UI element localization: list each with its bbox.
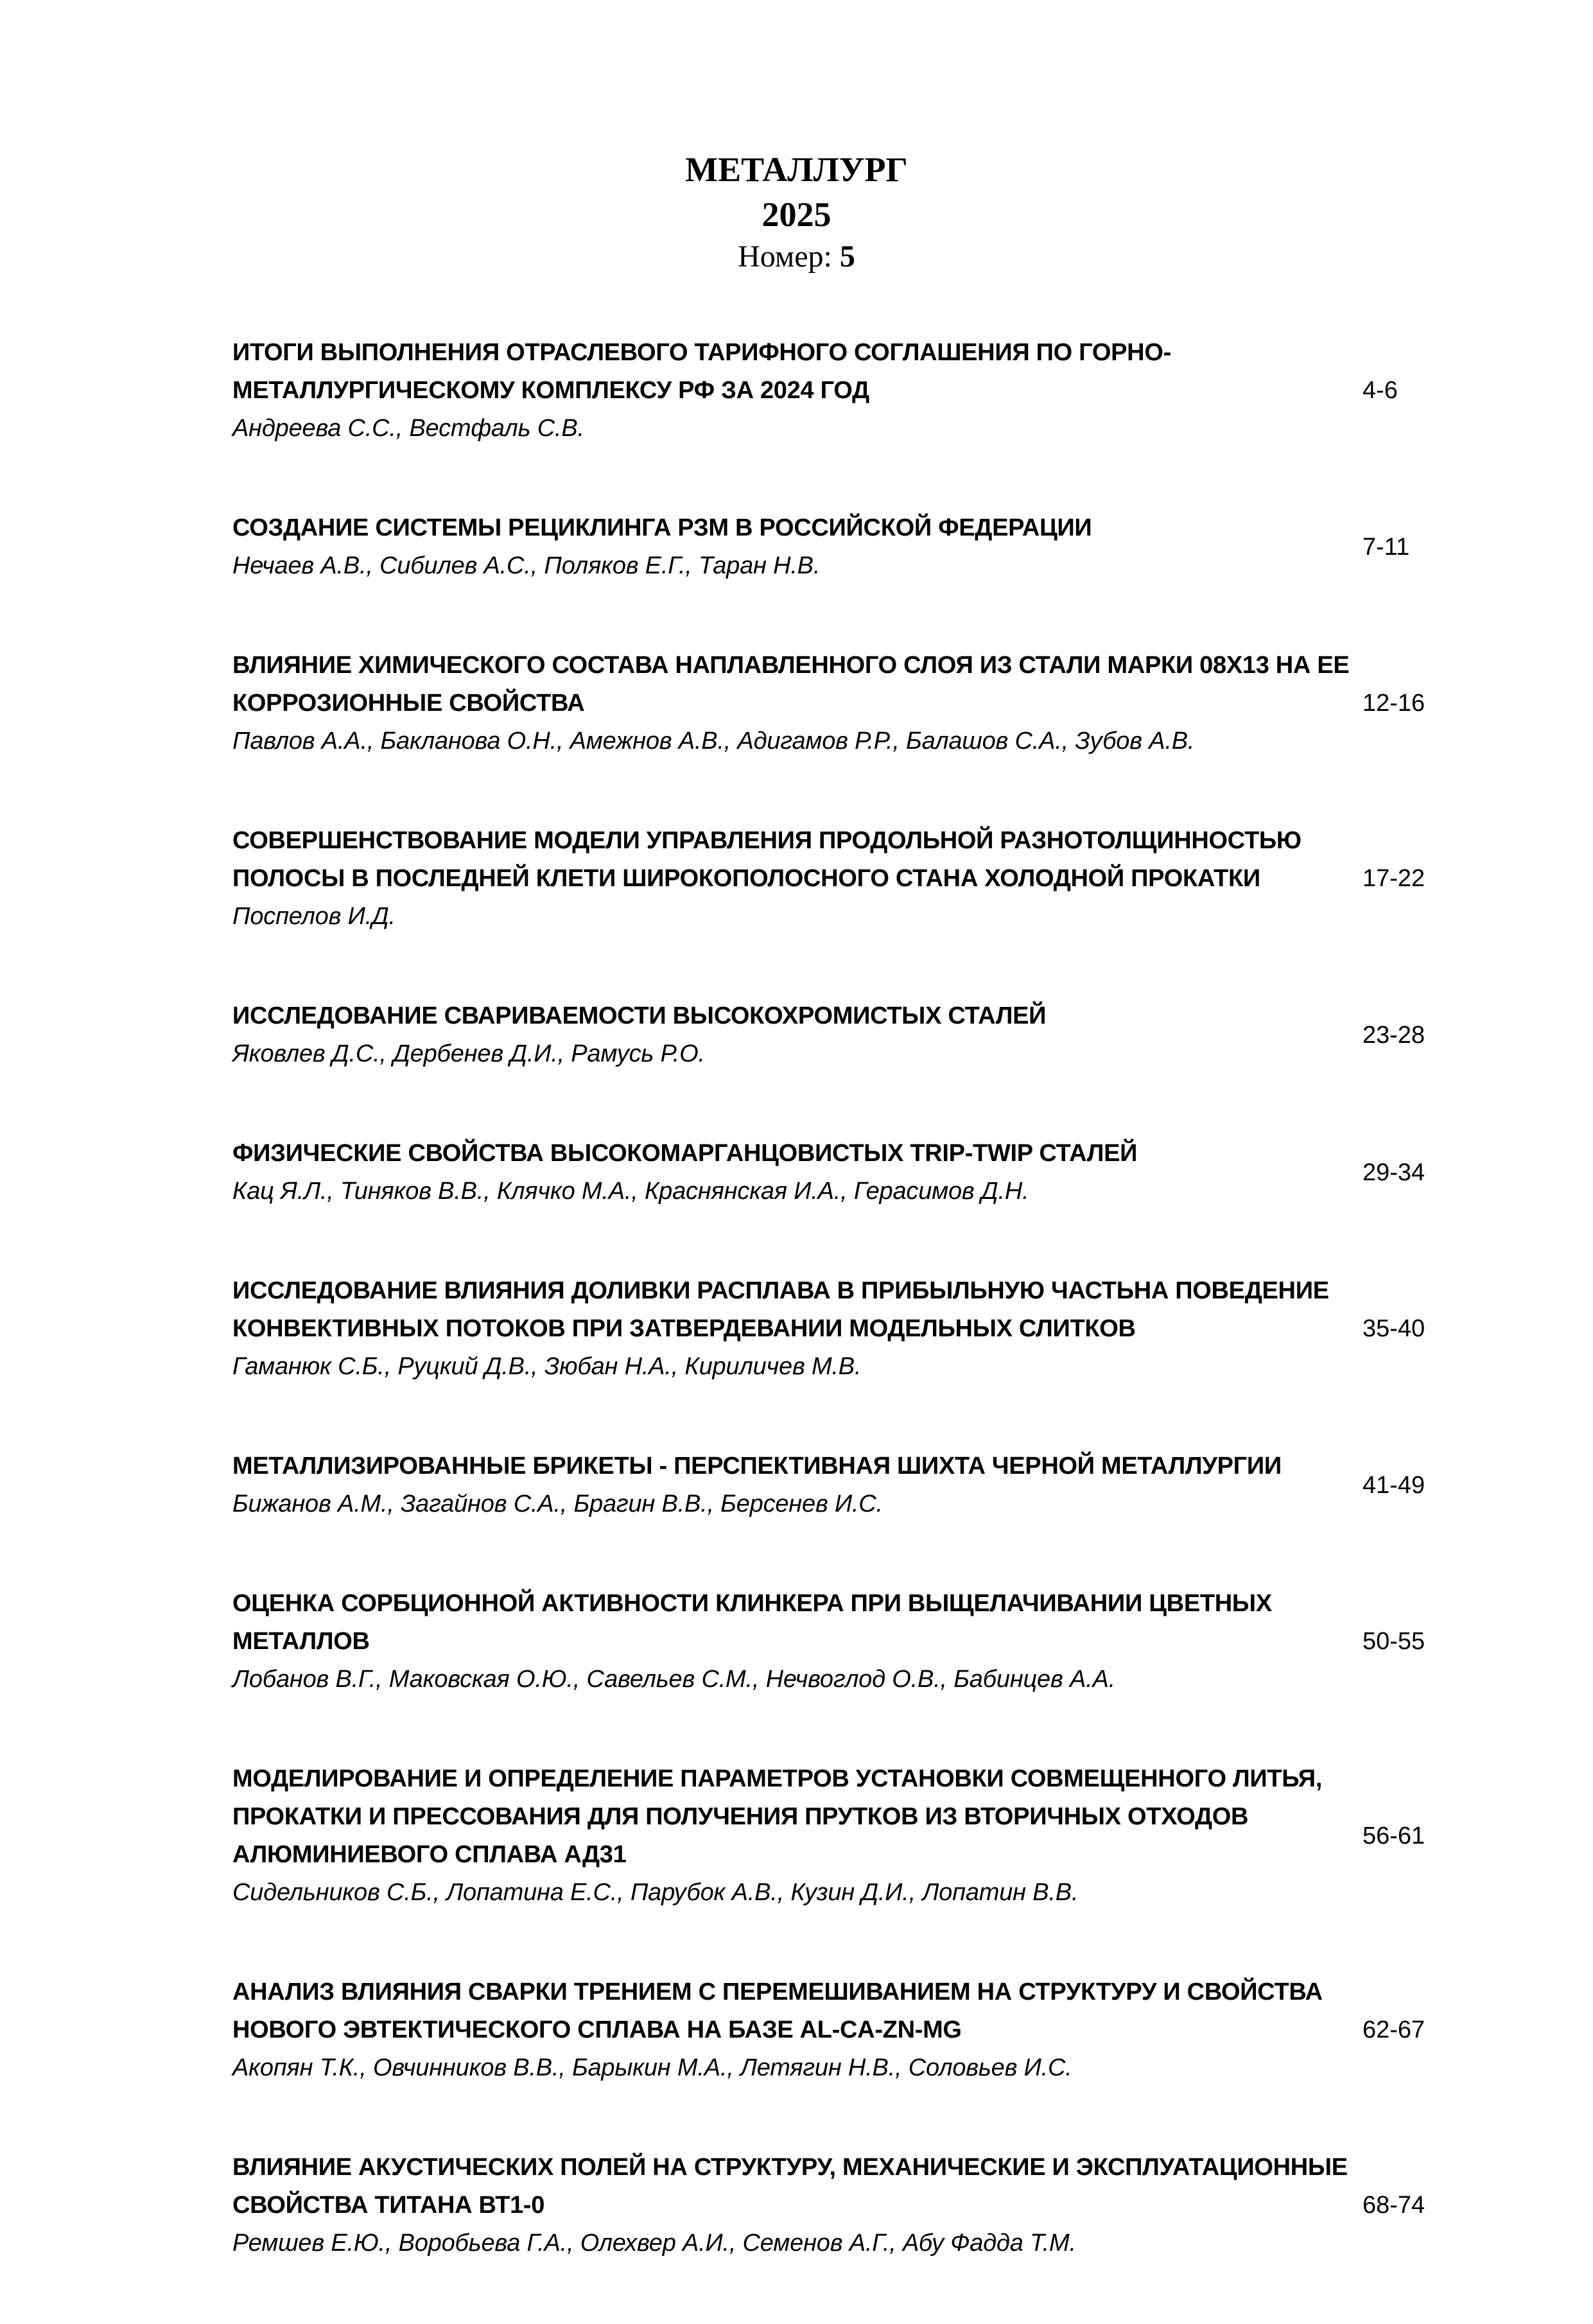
article-pages: 62-67: [1362, 2016, 1425, 2043]
toc-entry: [232, 2149, 1452, 2262]
table-of-contents: [232, 334, 1452, 2324]
article-title[interactable]: ИССЛЕДОВАНИЕ СВАРИВАЕМОСТИ ВЫСОКОХРОМИСТЫХ СТАЛЕЙ: [232, 1002, 1047, 1029]
article-authors: Гаманюк С.Б., Руцкий Д.В., Зюбан Н.А., Кириличев М.В.: [232, 1353, 862, 1380]
article-title[interactable]: ФИЗИЧЕСКИЕ СВОЙСТВА ВЫСОКОМАРГАНЦОВИСТЫХ TRIP-TWIP СТАЛЕЙ: [232, 1140, 1138, 1167]
toc-entry: [232, 647, 1452, 760]
article-title[interactable]: СОВЕРШЕНСТВОВАНИЕ МОДЕЛИ УПРАВЛЕНИЯ ПРОДОЛЬНОЙ РАЗНОТОЛЩИННОСТЬЮ ПОЛОСЫ В ПОСЛЕДНЕЙ КЛЕТИ ШИРОКОПОЛОСНОГО СТАНА ХОЛОДНОЙ ПРОКАТКИ: [232, 827, 1301, 892]
toc-entry: [232, 997, 1452, 1073]
article-title[interactable]: ВЛИЯНИЕ ХИМИЧЕСКОГО СОСТАВА НАПЛАВЛЕННОГО СЛОЯ ИЗ СТАЛИ МАРКИ 08Х13 НА ЕЕ КОРРОЗИОННЫЕ СВОЙСТВА: [232, 652, 1350, 717]
toc-entry: [232, 1973, 1452, 2087]
article-pages: 50-55: [1362, 1628, 1425, 1655]
issue-number: 5: [839, 240, 855, 274]
article-title[interactable]: СОЗДАНИЕ СИСТЕМЫ РЕЦИКЛИНГА РЗМ В РОССИЙСКОЙ ФЕДЕРАЦИИ: [232, 514, 1092, 541]
toc-entry: [232, 1585, 1452, 1699]
article-pages: 35-40: [1362, 1315, 1425, 1342]
journal-year: 2025: [762, 195, 831, 234]
article-title[interactable]: АНАЛИЗ ВЛИЯНИЯ СВАРКИ ТРЕНИЕМ С ПЕРЕМЕШИВАНИЕМ НА СТРУКТУРУ И СВОЙСТВА НОВОГО ЭВТЕКТИЧЕСКОГО СПЛАВА НА БАЗЕ AL-CA-ZN-MG: [232, 1979, 1323, 2043]
article-title[interactable]: МЕТАЛЛИЗИРОВАННЫЕ БРИКЕТЫ - ПЕРСПЕКТИВНАЯ ШИХТА ЧЕРНОЙ МЕТАЛЛУРГИИ: [232, 1453, 1282, 1480]
article-authors: Лобанов В.Г., Маковская О.Ю., Савельев С.М., Нечвоглод О.В., Бабинцев А.А.: [232, 1666, 1115, 1693]
article-pages: 41-49: [1362, 1471, 1425, 1499]
article-authors: Поспелов И.Д.: [232, 903, 396, 930]
article-pages: 68-74: [1362, 2192, 1425, 2219]
article-authors: Ремшев Е.Ю., Воробьева Г.А., Олехвер А.И., Семенов А.Г., Абу Фадда Т.М.: [232, 2230, 1076, 2257]
toc-entry: [232, 509, 1452, 585]
toc-entry: [232, 1447, 1452, 1523]
article-title[interactable]: ВЛИЯНИЕ АКУСТИЧЕСКИХ ПОЛЕЙ НА СТРУКТУРУ, МЕХАНИЧЕСКИЕ И ЭКСПЛУАТАЦИОННЫЕ СВОЙСТВА ТИТАНА ВТ1-0: [232, 2154, 1348, 2219]
article-title[interactable]: ИССЛЕДОВАНИЕ ВЛИЯНИЯ ДОЛИВКИ РАСПЛАВА В ПРИБЫЛЬНУЮ ЧАСТЬНА ПОВЕДЕНИЕ КОНВЕКТИВНЫХ ПОТОКОВ ПРИ ЗАТВЕРДЕВАНИИ МОДЕЛЬНЫХ СЛИТКОВ: [232, 1277, 1329, 1342]
article-authors: Яковлев Д.С., Дербенев Д.И., Рамусь Р.О.: [232, 1040, 705, 1067]
article-authors: Акопян Т.К., Овчинников В.В., Барыкин М.А., Летягин Н.В., Соловьев И.С.: [232, 2054, 1072, 2081]
toc-entry: [232, 334, 1452, 448]
issue-label: Номер:: [738, 240, 832, 274]
article-authors: Андреева С.С., Вестфаль С.В.: [232, 415, 584, 442]
article-pages: 12-16: [1362, 690, 1425, 717]
article-pages: 7-11: [1362, 533, 1410, 561]
article-pages: 4-6: [1362, 377, 1398, 404]
article-pages: 56-61: [1362, 1822, 1425, 1849]
article-authors: Бижанов А.М., Загайнов С.А., Брагин В.В., Берсенев И.С.: [232, 1490, 883, 1517]
article-title[interactable]: МОДЕЛИРОВАНИЕ И ОПРЕДЕЛЕНИЕ ПАРАМЕТРОВ УСТАНОВКИ СОВМЕЩЕННОГО ЛИТЬЯ, ПРОКАТКИ И ПРЕССОВАНИЯ ДЛЯ ПОЛУЧЕНИЯ ПРУТКОВ ИЗ ВТОРИЧНЫХ ОТХОДОВ АЛЮМИНИЕВОГО СПЛАВА АД31: [232, 1765, 1323, 1868]
article-title[interactable]: ИТОГИ ВЫПОЛНЕНИЯ ОТРАСЛЕВОГО ТАРИФНОГО СОГЛАШЕНИЯ ПО ГОРНО-МЕТАЛЛУРГИЧЕСКОМУ КОМПЛЕКСУ РФ ЗА 2024 ГОД: [232, 339, 1171, 404]
article-authors: Павлов А.А., Бакланова О.Н., Амежнов А.В., Адигамов Р.Р., Балашов С.А., Зубов А.В.: [232, 728, 1195, 755]
article-pages: 17-22: [1362, 865, 1425, 892]
article-title[interactable]: ОЦЕНКА СОРБЦИОННОЙ АКТИВНОСТИ КЛИНКЕРА ПРИ ВЫЩЕЛАЧИВАНИИ ЦВЕТНЫХ МЕТАЛЛОВ: [232, 1590, 1272, 1655]
article-authors: Сидельников С.Б., Лопатина Е.С., Парубок А.В., Кузин Д.И., Лопатин В.В.: [232, 1879, 1079, 1906]
toc-entry: [232, 822, 1452, 936]
article-authors: Кац Я.Л., Тиняков В.В., Клячко М.А., Краснянская И.А., Герасимов Д.Н.: [232, 1178, 1029, 1205]
toc-entry: [232, 1272, 1452, 1386]
article-authors: Нечаев А.В., Сибилев А.С., Поляков Е.Г., Таран Н.В.: [232, 552, 821, 579]
issue-line: [0, 238, 1593, 276]
toc-entry: [232, 1135, 1452, 1210]
journal-title: МЕТАЛЛУРГ: [685, 150, 908, 189]
article-pages: 29-34: [1362, 1158, 1425, 1186]
article-pages: 23-28: [1362, 1021, 1425, 1049]
toc-entry: [232, 1760, 1452, 1912]
